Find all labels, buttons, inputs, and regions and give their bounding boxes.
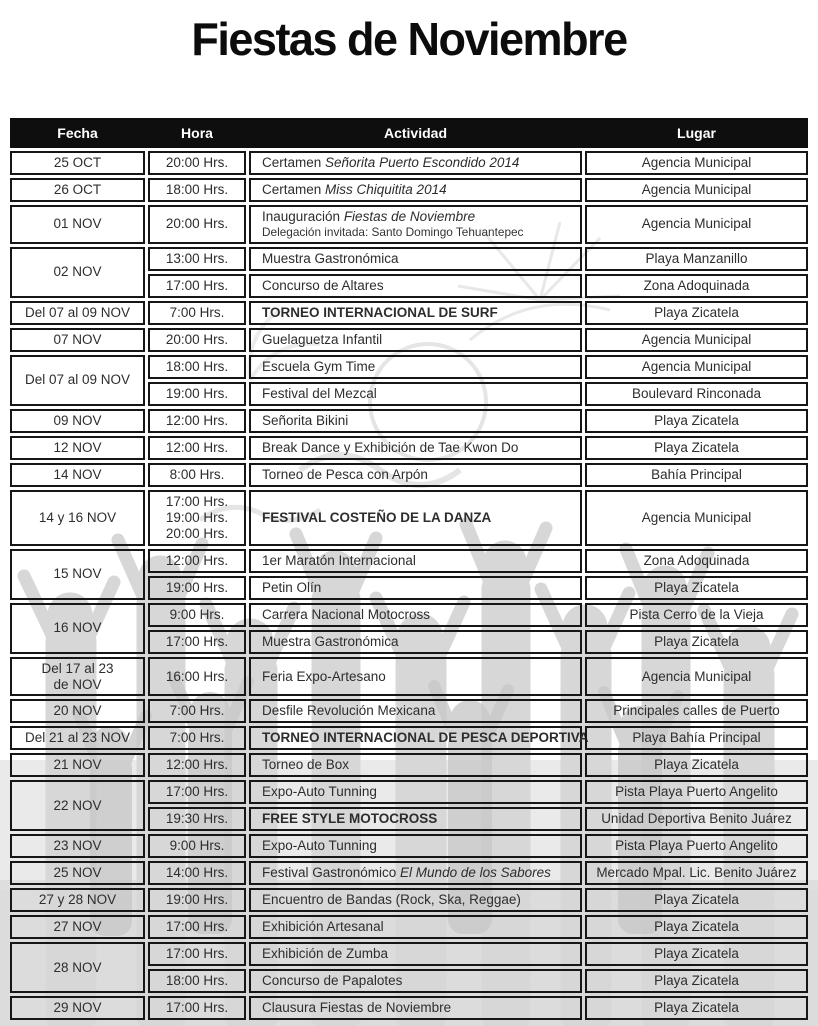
hora-cell: 19:00 Hrs. bbox=[148, 576, 246, 600]
fecha-cell: 20 NOV bbox=[10, 699, 145, 723]
fecha-cell: 21 NOV bbox=[10, 753, 145, 777]
actividad-text: Escuela Gym Time bbox=[262, 358, 376, 374]
actividad-text: Exhibición de Zumba bbox=[262, 946, 389, 962]
hora-cell: 7:00 Hrs. bbox=[148, 301, 246, 325]
lugar-cell: Zona Adoquinada bbox=[585, 274, 808, 298]
lugar-cell: Playa Zicatela bbox=[585, 888, 808, 912]
actividad-text: Concurso de Altares bbox=[262, 277, 384, 293]
fecha-cell: Del 17 al 23 de NOV bbox=[10, 657, 145, 697]
actividad-cell bbox=[249, 463, 582, 487]
actividad-text: Feria Expo-Artesano bbox=[262, 668, 386, 684]
lugar-cell: Playa Zicatela bbox=[585, 409, 808, 433]
hora-cell: 20:00 Hrs. bbox=[148, 151, 246, 175]
hora-cell: 7:00 Hrs. bbox=[148, 699, 246, 723]
hora-cell: 17:00 Hrs. bbox=[148, 274, 246, 298]
actividad-cell bbox=[249, 328, 582, 352]
actividad-cell bbox=[249, 274, 582, 298]
actividad-text: Exhibición Artesanal bbox=[262, 919, 384, 935]
actividad-cell bbox=[249, 630, 582, 654]
lugar-cell: Pista Playa Puerto Angelito bbox=[585, 834, 808, 858]
fecha-cell: 15 NOV bbox=[10, 549, 145, 600]
actividad-text: Concurso de Papalotes bbox=[262, 973, 403, 989]
lugar-cell: Agencia Municipal bbox=[585, 151, 808, 175]
actividad-text: Torneo de Box bbox=[262, 757, 350, 773]
fecha-cell: 09 NOV bbox=[10, 409, 145, 433]
actividad-text: Señorita Puerto Escondido 2014 bbox=[325, 155, 520, 171]
lugar-cell: Playa Zicatela bbox=[585, 915, 808, 939]
actividad-cell bbox=[249, 726, 589, 750]
actividad-cell bbox=[249, 996, 582, 1020]
actividad-text: Encuentro de Bandas (Rock, Ska, Reggae) bbox=[262, 892, 521, 908]
lugar-cell: Playa Zicatela bbox=[585, 436, 808, 460]
actividad-cell bbox=[249, 942, 582, 966]
fecha-cell: Del 07 al 09 NOV bbox=[10, 301, 145, 325]
fecha-cell: 26 OCT bbox=[10, 178, 145, 202]
lugar-cell: Boulevard Rinconada bbox=[585, 382, 808, 406]
actividad-text: Guelaguetza Infantil bbox=[262, 331, 383, 347]
fecha-cell: 25 NOV bbox=[10, 861, 145, 885]
actividad-cell bbox=[249, 780, 582, 804]
actividad-cell bbox=[249, 834, 582, 858]
actividad-cell bbox=[249, 861, 582, 885]
actividad-cell bbox=[249, 382, 582, 406]
lugar-cell: Mercado Mpal. Lic. Benito Juárez bbox=[585, 861, 808, 885]
actividad-cell bbox=[249, 490, 582, 546]
hora-cell: 20:00 Hrs. bbox=[148, 328, 246, 352]
fecha-cell: 14 y 16 NOV bbox=[10, 490, 145, 546]
hora-cell: 17:00 Hrs. 19:00 Hrs. 20:00 Hrs. bbox=[148, 490, 246, 546]
fecha-cell: 27 NOV bbox=[10, 915, 145, 939]
lugar-cell: Playa Zicatela bbox=[585, 996, 808, 1020]
fecha-cell: 02 NOV bbox=[10, 247, 145, 298]
actividad-note: Delegación invitada: Santo Domingo Tehuantepec bbox=[262, 224, 524, 239]
fecha-cell: 01 NOV bbox=[10, 205, 145, 244]
lugar-cell: Playa Zicatela bbox=[585, 753, 808, 777]
hora-cell: 12:00 Hrs. bbox=[148, 436, 246, 460]
hora-cell: 19:00 Hrs. bbox=[148, 888, 246, 912]
table-header-row bbox=[10, 118, 808, 148]
actividad-cell bbox=[249, 247, 582, 271]
actividad-cell bbox=[249, 301, 582, 325]
page-title: Fiestas de Noviembre bbox=[191, 12, 627, 66]
fecha-cell: 14 NOV bbox=[10, 463, 145, 487]
actividad-text: Certamen bbox=[262, 155, 326, 171]
actividad-cell bbox=[249, 603, 582, 627]
lugar-cell: Playa Manzanillo bbox=[585, 247, 808, 271]
hora-cell: 14:00 Hrs. bbox=[148, 861, 246, 885]
lugar-cell: Agencia Municipal bbox=[585, 657, 808, 697]
hora-cell: 13:00 Hrs. bbox=[148, 247, 246, 271]
hora-cell: 20:00 Hrs. bbox=[148, 205, 246, 244]
actividad-text: TORNEO INTERNACIONAL DE SURF bbox=[262, 304, 498, 320]
actividad-text: FREE STYLE MOTOCROSS bbox=[262, 811, 438, 827]
actividad-cell bbox=[249, 151, 582, 175]
actividad-text: Muestra Gastronómica bbox=[262, 633, 399, 649]
hora-cell: 17:00 Hrs. bbox=[148, 942, 246, 966]
actividad-cell bbox=[249, 178, 582, 202]
hora-cell: 12:00 Hrs. bbox=[148, 753, 246, 777]
actividad-text: Petin Olín bbox=[262, 579, 322, 595]
lugar-cell: Agencia Municipal bbox=[585, 205, 808, 244]
actividad-text: Expo-Auto Tunning bbox=[262, 784, 377, 800]
header-fecha: Fecha bbox=[57, 125, 98, 141]
fecha-cell: Del 07 al 09 NOV bbox=[10, 355, 145, 406]
lugar-cell: Agencia Municipal bbox=[585, 328, 808, 352]
lugar-cell: Pista Cerro de la Vieja bbox=[585, 603, 808, 627]
lugar-cell: Playa Zicatela bbox=[585, 576, 808, 600]
header-actividad: Actividad bbox=[383, 125, 447, 141]
fecha-cell: 07 NOV bbox=[10, 328, 145, 352]
hora-cell: 8:00 Hrs. bbox=[148, 463, 246, 487]
lugar-cell: Playa Bahía Principal bbox=[585, 726, 808, 750]
actividad-text: Festival Gastronómico bbox=[262, 865, 401, 881]
hora-cell: 17:00 Hrs. bbox=[148, 996, 246, 1020]
actividad-cell bbox=[249, 549, 582, 573]
lugar-cell: Playa Zicatela bbox=[585, 942, 808, 966]
hora-cell: 19:30 Hrs. bbox=[148, 807, 246, 831]
fecha-cell: 12 NOV bbox=[10, 436, 145, 460]
hora-cell: 18:00 Hrs. bbox=[148, 355, 246, 379]
hora-cell: 9:00 Hrs. bbox=[148, 603, 246, 627]
hora-cell: 12:00 Hrs. bbox=[148, 549, 246, 573]
fecha-cell: 28 NOV bbox=[10, 942, 145, 993]
fecha-cell: 22 NOV bbox=[10, 780, 145, 831]
fecha-cell: Del 21 al 23 NOV bbox=[10, 726, 145, 750]
actividad-text: Carrera Nacional Motocross bbox=[262, 606, 431, 622]
hora-cell: 7:00 Hrs. bbox=[148, 726, 246, 750]
actividad-text: 1er Maratón Internacional bbox=[262, 552, 416, 568]
header-hora: Hora bbox=[181, 125, 213, 141]
lugar-cell: Pista Playa Puerto Angelito bbox=[585, 780, 808, 804]
actividad-cell bbox=[249, 753, 582, 777]
actividad-text: TORNEO INTERNACIONAL DE PESCA DEPORTIVA bbox=[262, 730, 589, 746]
lugar-cell: Principales calles de Puerto bbox=[585, 699, 808, 723]
hora-cell: 16:00 Hrs. bbox=[148, 657, 246, 697]
actividad-cell bbox=[249, 915, 582, 939]
fecha-cell: 29 NOV bbox=[10, 996, 145, 1020]
hora-cell: 17:00 Hrs. bbox=[148, 630, 246, 654]
actividad-cell bbox=[249, 576, 582, 600]
actividad-cell bbox=[249, 436, 582, 460]
lugar-cell: Unidad Deportiva Benito Juárez bbox=[585, 807, 808, 831]
hora-cell: 12:00 Hrs. bbox=[148, 409, 246, 433]
actividad-cell bbox=[249, 969, 582, 993]
actividad-text: Festival del Mezcal bbox=[262, 385, 377, 401]
actividad-cell bbox=[249, 699, 582, 723]
actividad-text: Fiestas de Noviembre bbox=[343, 209, 476, 224]
hora-cell: 17:00 Hrs. bbox=[148, 780, 246, 804]
actividad-cell bbox=[249, 409, 582, 433]
fecha-cell: 25 OCT bbox=[10, 151, 145, 175]
actividad-cell bbox=[249, 888, 582, 912]
hora-cell: 18:00 Hrs. bbox=[148, 178, 246, 202]
fecha-cell: 27 y 28 NOV bbox=[10, 888, 145, 912]
fecha-cell: 16 NOV bbox=[10, 603, 145, 654]
hora-cell: 18:00 Hrs. bbox=[148, 969, 246, 993]
lugar-cell: Agencia Municipal bbox=[585, 178, 808, 202]
actividad-text: Certamen bbox=[262, 182, 326, 198]
hora-cell: 19:00 Hrs. bbox=[148, 382, 246, 406]
actividad-cell bbox=[249, 205, 582, 244]
lugar-cell: Playa Zicatela bbox=[585, 630, 808, 654]
hora-cell: 9:00 Hrs. bbox=[148, 834, 246, 858]
actividad-text: El Mundo de los Sabores bbox=[400, 865, 551, 881]
lugar-cell: Agencia Municipal bbox=[585, 490, 808, 546]
actividad-text: Expo-Auto Tunning bbox=[262, 838, 377, 854]
actividad-text: Clausura Fiestas de Noviembre bbox=[262, 1000, 452, 1016]
schedule-table bbox=[10, 118, 808, 1020]
actividad-text: Miss Chiquitita 2014 bbox=[325, 182, 447, 198]
actividad-cell bbox=[249, 355, 582, 379]
lugar-cell: Playa Zicatela bbox=[585, 969, 808, 993]
actividad-text: Break Dance y Exhibición de Tae Kwon Do bbox=[262, 439, 519, 455]
actividad-text: Señorita Bikini bbox=[262, 412, 349, 428]
header-lugar: Lugar bbox=[677, 125, 716, 141]
hora-cell: 17:00 Hrs. bbox=[148, 915, 246, 939]
actividad-text: Torneo de Pesca con Arpón bbox=[262, 466, 428, 482]
actividad-cell bbox=[249, 807, 582, 831]
lugar-cell: Playa Zicatela bbox=[585, 301, 808, 325]
actividad-text: Inauguración bbox=[262, 209, 344, 224]
actividad-text: Desfile Revolución Mexicana bbox=[262, 703, 436, 719]
actividad-text: Muestra Gastronómica bbox=[262, 250, 399, 266]
lugar-cell: Agencia Municipal bbox=[585, 355, 808, 379]
actividad-text: FESTIVAL COSTEÑO DE LA DANZA bbox=[262, 509, 492, 525]
lugar-cell: Zona Adoquinada bbox=[585, 549, 808, 573]
actividad-cell bbox=[249, 657, 582, 697]
fecha-cell: 23 NOV bbox=[10, 834, 145, 858]
lugar-cell: Bahía Principal bbox=[585, 463, 808, 487]
